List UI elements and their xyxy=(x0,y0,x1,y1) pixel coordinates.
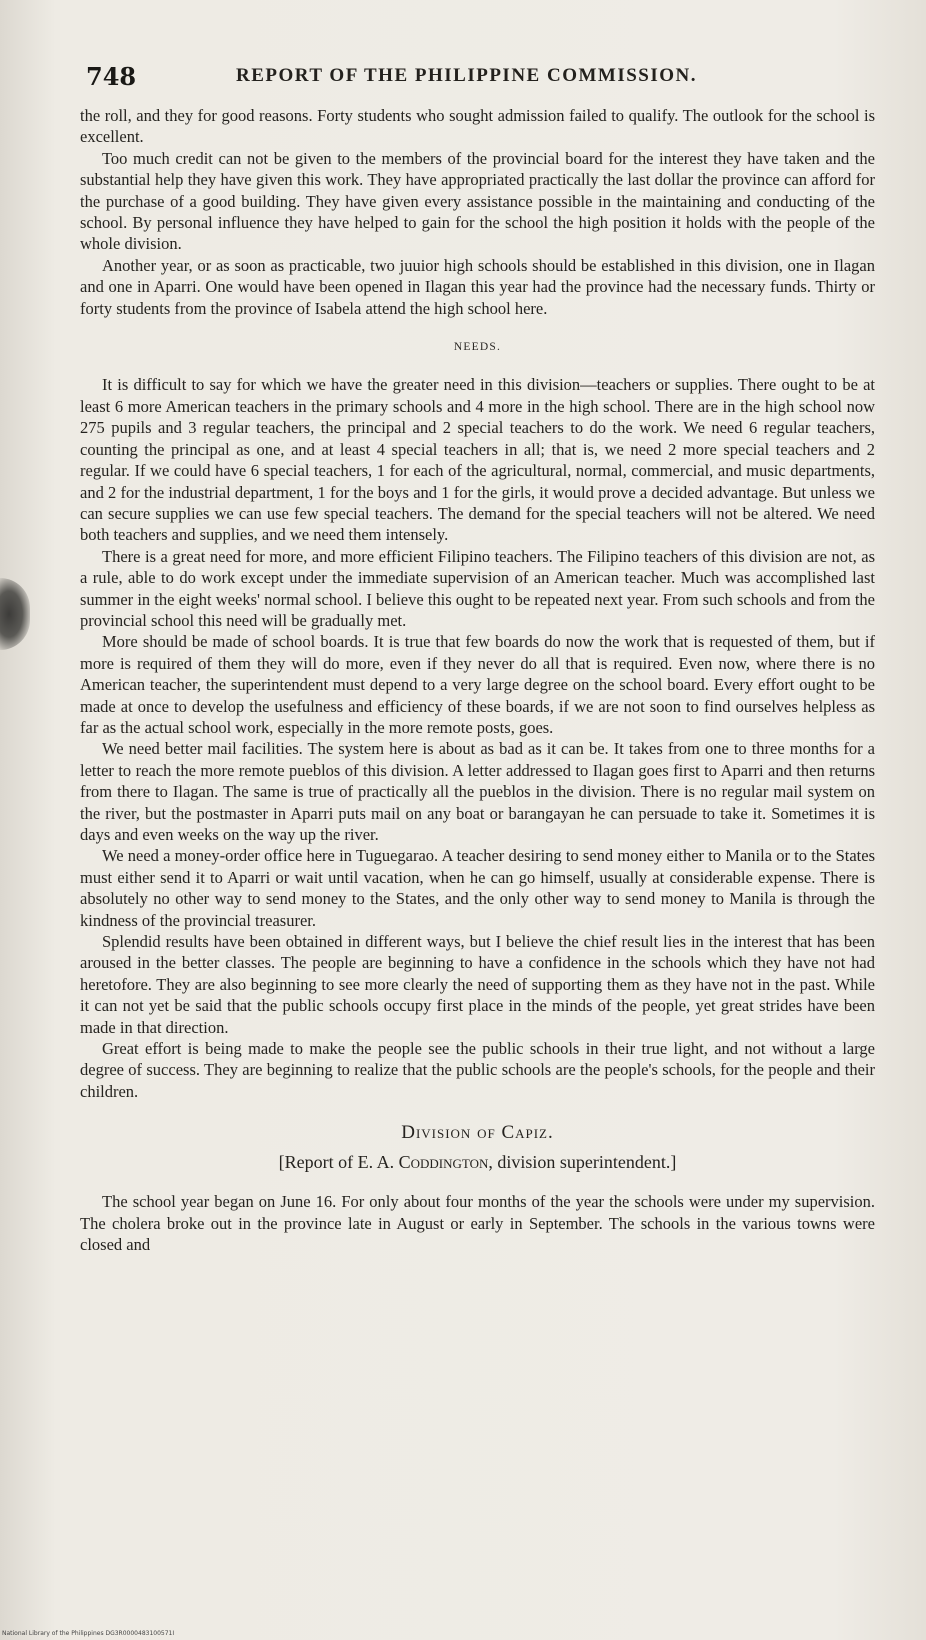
paragraph: We need a money-order office here in Tuguegarao. A teacher desiring to send money either to Manila or to the States must either send it to Aparri or wait until vacation, when he can go himself, usually at considerable expense. There is absolutely no other way to send money to the States, and the only other way to send money to Manila is through the kindness of the provincial treasurer. xyxy=(80,846,875,930)
running-head: REPORT OF THE PHILIPPINE COMMISSION. xyxy=(236,65,698,86)
paragraph: There is a great need for more, and more efficient Filipino teachers. The Filipino teachers of this division are not, as a rule, able to do work except under the immediate supervision of an American teacher. Much was accomplished last summer in the eight weeks' normal school. I believe this ought to be repeated next year. From such schools and from the provincial school this need will be gradually met. xyxy=(80,546,875,630)
report-prefix: [Report of E. A. xyxy=(278,1151,399,1172)
paragraph: It is difficult to say for which we have the greater need in this division—teachers or supplies. There ought to be at least 6 more American teachers in the primary schools and 4 more in the high school. There are in the high school now 275 pupils and 3 regular teachers, the principal and 2 special teachers to do the work. We need 6 regular teachers, counting the principal as one, and at least 4 special teachers in all; that is, we need 2 more special teachers and 2 regular. If we could have 6 special teachers, 1 for each of the agricultural, normal, commercial, and music departments, and 2 for the industrial department, 1 for the boys and 1 for the girls, it would prove a decided advantage. But unless we can secure supplies we can use few special teachers. The demand for the special teachers will not be altered. We need both teachers and supplies, and we need them intensely. xyxy=(80,375,875,545)
paragraph: Splendid results have been obtained in different ways, but I believe the chief result lies in the interest that has been aroused in the better classes. The people are beginning to have a confidence in the schools which they have not had heretofore. They are also beginning to see more clearly the need of supporting them as they have not in the past. While it can not yet be said that the public schools occupy first place in the minds of the people, yet great strides have been made in that direction. xyxy=(80,932,875,1037)
paragraph: Too much credit can not be given to the members of the provincial board for the interest they have taken and the substantial help they have given this work. They have appropriated practically the last dollar the province can afford for the purchase of a good building. They have given every assistance possible in the maintaining and conducting of the school. By personal influence they have helped to gain for the school the high position it holds with the people of the whole division. xyxy=(80,148,875,254)
report-attribution xyxy=(80,1152,875,1173)
division-heading: Division of Capiz. xyxy=(401,1122,554,1144)
paragraph: The school year began on June 16. For only about four months of the year the schools were under my supervision. The cholera broke out in the province late in August or early in September. The schools in the various towns were closed and xyxy=(80,1192,875,1254)
page-header xyxy=(86,62,876,96)
paragraph: Another year, or as soon as practicable, two juuior high schools should be established in this division, one in Ilagan and one in Aparri. One would have been opened in Ilagan this year had the province had the necessary funds. Thirty or forty students from the province of Isabela attend the high school here. xyxy=(80,255,875,318)
paragraph: Great effort is being made to make the people see the public schools in their true light, and not without a large degree of success. They are beginning to realize that the public schools are the people's schools, for the people and their children. xyxy=(80,1039,875,1101)
page-body xyxy=(80,105,875,1255)
paragraph: the roll, and they for good reasons. Forty students who sought admission failed to qualify. The outlook for the school is excellent. xyxy=(80,106,875,147)
footer-credit: National Library of the Philippines DG3R0000483100571I xyxy=(2,1630,175,1637)
binding-hole-mark xyxy=(0,578,30,650)
report-author-name: Coddington xyxy=(398,1151,489,1172)
page-number: 748 xyxy=(86,62,137,91)
paragraph: We need better mail facilities. The system here is about as bad as it can be. It takes from one to three months for a letter to reach the more remote pueblos of this division. A letter addressed to Ilagan goes first to Aparri and then returns from there to Ilagan. The same is true of practically all the pueblos in the division. There is no regular mail system on the river, but the postmaster in Aparri puts mail on any boat or barangayan he can persuade to take it. Sometimes it is days and even weeks on the way up the river. xyxy=(80,739,875,844)
paragraph: More should be made of school boards. It is true that few boards do now the work that is requested of them, but if more is required of them they will do more, even if they never do all that is required. Even now, where there is no American teacher, the superintendent must depend to a very large degree on the school board. Every effort ought to be made at once to develop the usefulness and efficiency of these boards, if we are not soon to find ourselves helpless as far as the actual school work, especially in the more remote posts, goes. xyxy=(80,632,875,737)
section-heading-needs: NEEDS. xyxy=(453,341,502,354)
report-suffix: , division superintendent.] xyxy=(488,1151,677,1172)
